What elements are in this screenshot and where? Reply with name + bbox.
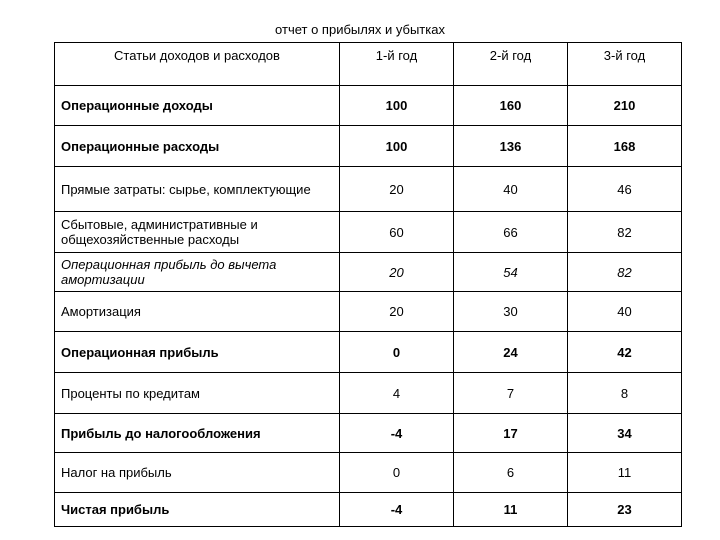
row-label: Операционные расходы (55, 126, 340, 167)
row-label: Операционная прибыль (55, 332, 340, 373)
row-label: Налог на прибыль (55, 453, 340, 493)
row-value-year-2: 66 (454, 212, 568, 253)
row-value-year-3: 11 (568, 453, 682, 493)
header-year-3: 3-й год (568, 43, 682, 86)
row-value-year-2: 136 (454, 126, 568, 167)
table-row (55, 373, 682, 414)
table-row (55, 493, 682, 527)
row-value-year-1: -4 (340, 493, 454, 527)
table-row (55, 332, 682, 373)
row-value-year-3: 168 (568, 126, 682, 167)
row-value-year-2: 54 (454, 253, 568, 292)
row-value-year-2: 11 (454, 493, 568, 527)
row-value-year-1: 20 (340, 253, 454, 292)
row-label: Операционная прибыль до вычета амортизации (55, 253, 340, 292)
row-label: Сбытовые, административные и общехозяйственные расходы (55, 212, 340, 253)
row-value-year-1: 60 (340, 212, 454, 253)
table-row (55, 126, 682, 167)
row-value-year-2: 160 (454, 86, 568, 126)
row-value-year-3: 46 (568, 167, 682, 212)
row-value-year-1: 20 (340, 167, 454, 212)
row-value-year-1: 4 (340, 373, 454, 414)
table-row (55, 253, 682, 292)
row-value-year-3: 40 (568, 292, 682, 332)
row-value-year-1: -4 (340, 414, 454, 453)
header-year-1: 1-й год (340, 43, 454, 86)
header-year-2: 2-й год (454, 43, 568, 86)
row-value-year-3: 82 (568, 212, 682, 253)
row-value-year-1: 100 (340, 126, 454, 167)
row-label: Прямые затраты: сырье, комплектующие (55, 167, 340, 212)
row-value-year-3: 42 (568, 332, 682, 373)
row-value-year-2: 7 (454, 373, 568, 414)
row-label: Операционные доходы (55, 86, 340, 126)
row-value-year-2: 30 (454, 292, 568, 332)
table-row (55, 86, 682, 126)
row-value-year-1: 0 (340, 453, 454, 493)
row-value-year-3: 23 (568, 493, 682, 527)
row-label: Амортизация (55, 292, 340, 332)
table-row (55, 212, 682, 253)
row-value-year-2: 24 (454, 332, 568, 373)
row-value-year-1: 20 (340, 292, 454, 332)
row-value-year-2: 40 (454, 167, 568, 212)
row-value-year-3: 210 (568, 86, 682, 126)
row-value-year-3: 82 (568, 253, 682, 292)
income-statement-table (54, 42, 682, 527)
row-value-year-1: 100 (340, 86, 454, 126)
row-value-year-3: 34 (568, 414, 682, 453)
table-row (55, 414, 682, 453)
row-value-year-2: 17 (454, 414, 568, 453)
row-value-year-3: 8 (568, 373, 682, 414)
row-label: Проценты по кредитам (55, 373, 340, 414)
row-value-year-1: 0 (340, 332, 454, 373)
row-label: Прибыль до налогообложения (55, 414, 340, 453)
table-row (55, 453, 682, 493)
header-items: Статьи доходов и расходов (55, 43, 340, 86)
report-title: отчет о прибылях и убытках (275, 22, 445, 37)
header-row (55, 43, 682, 86)
row-label: Чистая прибыль (55, 493, 340, 527)
table-row (55, 167, 682, 212)
table-row (55, 292, 682, 332)
row-value-year-2: 6 (454, 453, 568, 493)
